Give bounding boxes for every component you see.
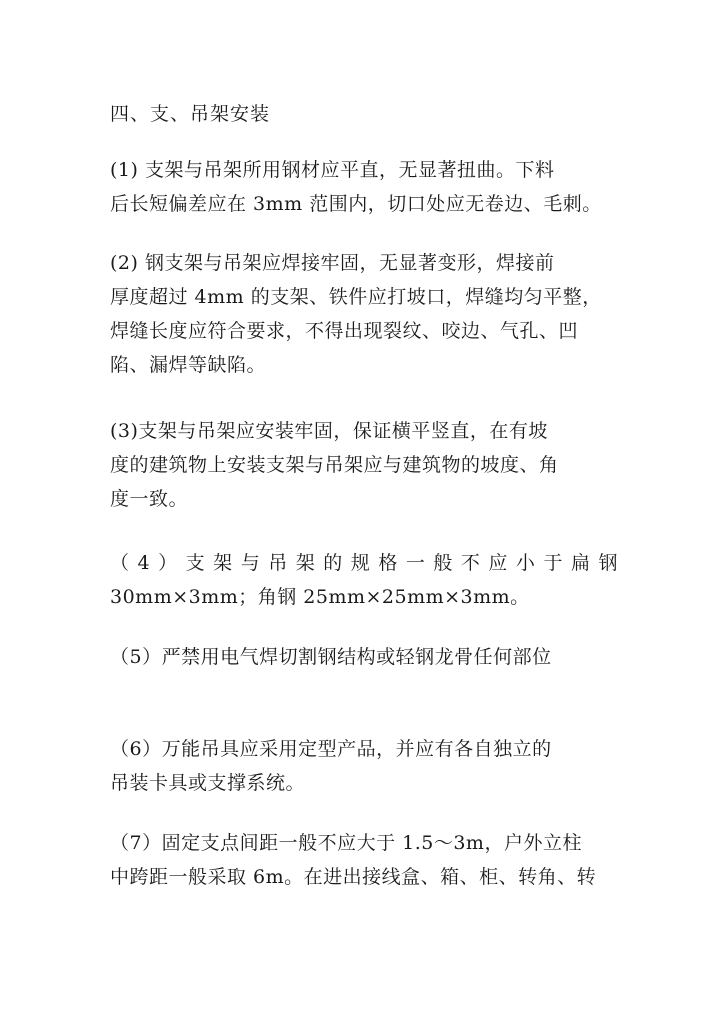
paragraph-line: 后长短偏差应在 3mm 范围内，切口处应无卷边、毛刺。 (110, 193, 602, 215)
paragraph-line: 陷、漏焊等缺陷。 (110, 354, 267, 376)
paragraph-4 (110, 546, 618, 614)
paragraph-line: (1) 支架与吊架所用钢材应平直，无显著扭曲。下料 (110, 159, 555, 181)
paragraph-line: (2) 钢支架与吊架应焊接牢固，无显著变形，焊接前 (110, 252, 555, 274)
paragraph-line: 厚度超过 4mm 的支架、铁件应打坡口，焊缝均匀平整， (110, 286, 602, 308)
paragraph-line: （4）支架与吊架的规格一般不应小于扁钢 (110, 552, 618, 574)
paragraph-line: 中跨距一般采取 6m。在进出接线盒、箱、柜、转角、转 (110, 866, 597, 888)
paragraph-1 (110, 153, 618, 221)
paragraph-line: （5）严禁用电气焊切割钢结构或轻钢龙骨任何部位 (110, 646, 552, 668)
paragraph-line: 度的建筑物上安装支架与吊架应与建筑物的坡度、角 (110, 454, 559, 476)
paragraph-line: 30mm×3mm；角钢 25mm×25mm×3mm。 (110, 586, 530, 608)
paragraph-2 (110, 246, 618, 382)
paragraph-7 (110, 826, 618, 894)
paragraph-5 (110, 640, 618, 674)
paragraph-line: 焊缝长度应符合要求，不得出现裂纹、咬边、气孔、凹 (110, 320, 579, 342)
paragraph-line: （7）固定支点间距一般不应大于 1.5～3m，户外立柱 (110, 832, 582, 854)
paragraph-line: 度一致。 (110, 488, 189, 510)
paragraph-6 (110, 732, 618, 800)
paragraph-line: 吊装卡具或支撑系统。 (110, 772, 306, 794)
paragraph-line: （6）万能吊具应采用定型产品，并应有各自独立的 (110, 738, 552, 760)
section-heading: 四、支、吊架安装 (110, 103, 271, 125)
paragraph-line: (3)支架与吊架应安装牢固，保证横平竖直，在有坡 (110, 420, 548, 442)
paragraph-3 (110, 414, 618, 516)
